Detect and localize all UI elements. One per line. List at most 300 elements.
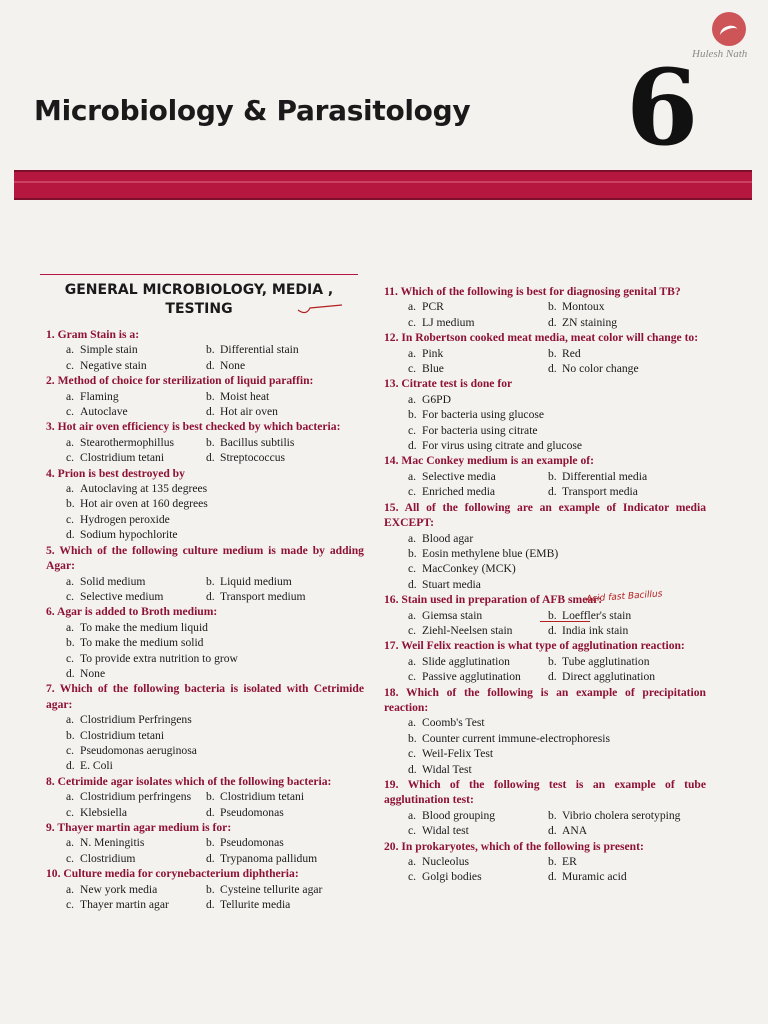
- question-text: [384, 777, 706, 808]
- question-text: [46, 774, 364, 789]
- option-letter: d.: [408, 762, 417, 776]
- answer-option: [548, 469, 706, 484]
- answer-option: [66, 389, 206, 404]
- option-text: Klebsiella: [80, 805, 128, 819]
- question-stem: Which of the following bacteria is isolated with Cetrimide agar:: [46, 682, 364, 711]
- answer-option: [408, 623, 548, 638]
- answer-option: [206, 835, 364, 850]
- answer-option: [408, 654, 548, 669]
- option-letter: d.: [548, 485, 557, 499]
- answer-option: [66, 635, 364, 650]
- option-text: Clostridium tetani: [80, 728, 165, 742]
- question-text: [384, 685, 706, 716]
- question-item: [384, 330, 706, 376]
- question-item: [384, 685, 706, 777]
- option-letter: d.: [408, 577, 417, 591]
- option-text: MacConkey (MCK): [422, 562, 516, 576]
- option-letter: d.: [548, 824, 557, 838]
- answer-option: [408, 561, 706, 576]
- option-letter: a.: [66, 435, 75, 449]
- option-text: Moist heat: [220, 389, 270, 403]
- question-text: [384, 839, 706, 854]
- option-letter: a.: [66, 713, 75, 727]
- answer-option: [408, 608, 548, 623]
- option-letter: a.: [408, 855, 417, 869]
- answer-option: [408, 361, 548, 376]
- answer-option: [408, 869, 548, 884]
- answer-option: [408, 746, 706, 761]
- question-number: 3.: [46, 420, 55, 434]
- option-text: Blue: [422, 362, 444, 376]
- answer-options: [384, 392, 706, 454]
- option-text: Eosin methylene blue (EMB): [422, 546, 559, 560]
- option-letter: c.: [66, 898, 75, 912]
- option-letter: b.: [206, 882, 215, 896]
- option-text: ER: [562, 855, 577, 869]
- option-text: Tellurite media: [220, 898, 291, 912]
- answer-options: [46, 342, 364, 373]
- option-letter: d.: [206, 898, 215, 912]
- option-text: Vibrio cholera serotyping: [562, 808, 681, 822]
- answer-option: [206, 574, 364, 589]
- option-text: Solid medium: [80, 574, 146, 588]
- answer-option: [548, 484, 706, 499]
- option-text: Flaming: [80, 389, 119, 403]
- answer-option: [408, 407, 706, 422]
- option-letter: c.: [66, 451, 75, 465]
- option-letter: a.: [66, 389, 75, 403]
- option-text: Nucleolus: [422, 855, 470, 869]
- section-top-rule: [40, 274, 358, 275]
- option-text: Clostridium perfringens: [80, 790, 192, 804]
- answer-options: [46, 789, 364, 820]
- option-text: To provide extra nutrition to grow: [80, 651, 238, 665]
- left-question-column: [46, 327, 364, 912]
- question-stem: Thayer martin agar medium is for:: [57, 821, 232, 834]
- option-letter: a.: [66, 790, 75, 804]
- option-text: Clostridium Perfringens: [80, 713, 192, 727]
- option-text: Cysteine tellurite agar: [220, 882, 323, 896]
- question-stem: In prokaryotes, which of the following is present:: [401, 839, 644, 853]
- question-stem: Citrate test is done for: [401, 377, 513, 391]
- option-text: For bacteria using citrate: [422, 423, 538, 437]
- option-text: Autoclave: [80, 405, 128, 419]
- question-stem: Which of the following is best for diagnosing genital TB?: [400, 285, 681, 298]
- option-text: Stearothermophillus: [80, 435, 175, 449]
- option-letter: b.: [206, 790, 215, 804]
- answer-option: [408, 392, 706, 407]
- option-text: Transport media: [562, 485, 638, 499]
- answer-options: [46, 835, 364, 866]
- answer-option: [66, 728, 364, 743]
- answer-option: [66, 712, 364, 727]
- answer-option: [408, 531, 706, 546]
- option-letter: d.: [548, 670, 557, 684]
- option-text: Ziehl-Neelsen stain: [422, 623, 513, 637]
- option-text: ANA: [562, 824, 588, 838]
- option-letter: b.: [548, 855, 557, 869]
- question-number: 8.: [46, 774, 55, 788]
- option-letter: b.: [408, 408, 417, 422]
- question-number: 20.: [384, 839, 399, 853]
- question-item: [46, 419, 364, 465]
- question-number: 10.: [46, 867, 61, 881]
- option-text: Differential media: [562, 469, 648, 483]
- option-text: Stuart media: [422, 577, 481, 591]
- question-text: [384, 376, 706, 391]
- answer-option: [548, 869, 706, 884]
- option-letter: d.: [548, 623, 557, 637]
- answer-option: [66, 589, 206, 604]
- question-text: [46, 820, 364, 835]
- option-text: Slide agglutination: [422, 654, 510, 668]
- option-letter: c.: [66, 651, 75, 665]
- option-text: To make the medium liquid: [80, 620, 208, 634]
- option-letter: c.: [66, 589, 75, 603]
- question-stem: Weil Felix reaction is what type of agglutination reaction:: [401, 639, 685, 653]
- option-text: Clostridium tetani: [80, 451, 165, 465]
- answer-option: [66, 851, 206, 866]
- question-stem: Method of choice for sterilization of liquid paraffin:: [57, 374, 314, 388]
- option-letter: d.: [206, 405, 215, 419]
- option-text: LJ medium: [422, 315, 475, 329]
- option-text: Pink: [422, 346, 444, 360]
- option-text: Sodium hypochlorite: [80, 528, 178, 542]
- option-letter: a.: [66, 836, 75, 850]
- question-text: [384, 500, 706, 531]
- option-text: Liquid medium: [220, 574, 292, 588]
- option-letter: c.: [66, 512, 75, 526]
- answer-option: [408, 484, 548, 499]
- option-text: No color change: [562, 362, 639, 376]
- option-letter: a.: [408, 531, 417, 545]
- answer-options: [46, 620, 364, 682]
- answer-option: [408, 346, 548, 361]
- option-letter: c.: [66, 805, 75, 819]
- option-text: Pseudomonas: [220, 836, 284, 850]
- answer-options: [384, 346, 706, 377]
- option-text: For bacteria using glucose: [422, 408, 545, 422]
- answer-option: [66, 496, 364, 511]
- answer-option: [66, 882, 206, 897]
- answer-options: [384, 608, 706, 639]
- answer-options: [384, 299, 706, 330]
- option-letter: b.: [66, 636, 75, 650]
- option-text: Weil-Felix Test: [422, 747, 494, 761]
- option-letter: a.: [408, 808, 417, 822]
- question-stem: Gram Stain is a:: [57, 328, 140, 341]
- section-title-line2: TESTING: [165, 301, 233, 317]
- option-letter: b.: [408, 731, 417, 745]
- answer-option: [206, 389, 364, 404]
- question-item: [384, 376, 706, 453]
- option-letter: d.: [206, 451, 215, 465]
- question-text: [46, 604, 364, 619]
- question-item: [46, 774, 364, 820]
- option-text: To make the medium solid: [80, 636, 204, 650]
- answer-options: [384, 715, 706, 777]
- option-text: Widal test: [422, 824, 469, 838]
- answer-option: [548, 808, 706, 823]
- option-text: None: [220, 358, 246, 372]
- question-item: [384, 453, 706, 499]
- question-item: [384, 777, 706, 839]
- option-letter: c.: [408, 870, 417, 884]
- option-letter: c.: [408, 485, 417, 499]
- option-letter: b.: [206, 435, 215, 449]
- answer-option: [66, 574, 206, 589]
- option-text: Widal Test: [422, 762, 472, 776]
- answer-option: [66, 789, 206, 804]
- option-letter: d.: [66, 666, 75, 680]
- option-text: Tube agglutination: [562, 654, 650, 668]
- option-letter: b.: [548, 469, 557, 483]
- answer-option: [408, 854, 548, 869]
- option-text: For virus using citrate and glucose: [422, 439, 583, 453]
- option-text: Streptococcus: [220, 451, 286, 465]
- answer-option: [548, 346, 706, 361]
- answer-option: [206, 589, 364, 604]
- option-text: Differential stain: [220, 343, 299, 357]
- question-text: [46, 681, 364, 712]
- publisher-logo-icon: [712, 12, 746, 46]
- answer-option: [548, 299, 706, 314]
- answer-option: [206, 404, 364, 419]
- option-letter: c.: [408, 824, 417, 838]
- option-letter: d.: [206, 805, 215, 819]
- question-number: 5.: [46, 543, 55, 557]
- question-text: [46, 327, 364, 342]
- question-stem: Which of the following culture medium is made by adding Agar:: [46, 543, 364, 573]
- option-letter: a.: [408, 300, 417, 314]
- pen-check-mark-icon: [296, 302, 344, 316]
- question-number: 19.: [384, 778, 399, 791]
- option-text: Clostridium: [80, 851, 136, 865]
- question-stem: All of the following are an example of Indicator media EXCEPT:: [384, 500, 706, 530]
- answer-option: [66, 805, 206, 820]
- option-text: Blood agar: [422, 531, 474, 545]
- option-letter: c.: [408, 747, 417, 761]
- option-letter: d.: [548, 362, 557, 376]
- option-letter: b.: [206, 574, 215, 588]
- option-text: Pseudomonas aeruginosa: [80, 743, 197, 757]
- answer-option: [548, 361, 706, 376]
- question-number: 17.: [384, 639, 399, 653]
- answer-option: [408, 669, 548, 684]
- option-letter: c.: [408, 623, 417, 637]
- question-stem: Cetrimide agar isolates which of the following bacteria:: [57, 774, 332, 788]
- option-text: E. Coli: [80, 759, 113, 773]
- question-text: [46, 466, 364, 481]
- question-text: [384, 638, 706, 653]
- answer-option: [66, 512, 364, 527]
- question-text: [46, 419, 364, 434]
- option-letter: a.: [66, 882, 75, 896]
- answer-option: [66, 835, 206, 850]
- option-letter: d.: [206, 851, 215, 865]
- option-letter: a.: [408, 346, 417, 360]
- option-text: Transport medium: [220, 589, 306, 603]
- chapter-title: Microbiology & Parasitology: [34, 94, 471, 127]
- chapter-number: 6: [626, 46, 699, 169]
- option-text: Giemsa stain: [422, 608, 483, 622]
- option-letter: a.: [66, 574, 75, 588]
- chapter-header-band: [14, 170, 752, 200]
- option-letter: c.: [408, 423, 417, 437]
- question-number: 1.: [46, 328, 55, 341]
- question-stem: Prion is best destroyed by: [57, 466, 185, 480]
- option-text: Loeffler's stain: [562, 608, 632, 622]
- answer-options: [46, 481, 364, 543]
- question-stem: Which of the following test is an example of tube agglutination test:: [384, 778, 706, 807]
- question-item: [46, 604, 364, 681]
- option-letter: d.: [408, 439, 417, 453]
- option-text: N. Meningitis: [80, 836, 145, 850]
- option-letter: a.: [408, 608, 417, 622]
- option-text: Direct agglutination: [562, 670, 656, 684]
- option-text: Montoux: [562, 300, 605, 314]
- option-letter: a.: [408, 716, 417, 730]
- answer-option: [66, 527, 364, 542]
- option-text: None: [80, 666, 106, 680]
- option-letter: b.: [548, 300, 557, 314]
- option-text: Golgi bodies: [422, 870, 482, 884]
- answer-option: [206, 342, 364, 357]
- option-letter: b.: [206, 343, 215, 357]
- question-item: [384, 638, 706, 684]
- answer-option: [66, 620, 364, 635]
- question-item: [46, 866, 364, 912]
- answer-option: [66, 481, 364, 496]
- answer-option: [66, 435, 206, 450]
- handwritten-annotation: Acid fast Bacillus: [585, 589, 663, 605]
- answer-option: [66, 358, 206, 373]
- question-number: 18.: [384, 685, 399, 699]
- question-number: 13.: [384, 377, 399, 391]
- option-text: Muramic acid: [562, 870, 627, 884]
- answer-options: [384, 531, 706, 593]
- question-item: [384, 839, 706, 885]
- answer-option: [206, 358, 364, 373]
- answer-options: [384, 808, 706, 839]
- answer-option: [408, 315, 548, 330]
- option-letter: a.: [66, 482, 75, 496]
- section-title-line1: GENERAL MICROBIOLOGY, MEDIA ,: [64, 282, 334, 298]
- option-letter: c.: [408, 315, 417, 329]
- answer-option: [548, 654, 706, 669]
- option-text: Bacillus subtilis: [220, 435, 295, 449]
- option-text: Coomb's Test: [422, 716, 485, 730]
- question-stem: Stain used in preparation of AFB smear:: [401, 593, 603, 607]
- option-text: Enriched media: [422, 485, 496, 499]
- option-text: Hot air oven: [220, 405, 278, 419]
- author-name: Hulesh Nath: [692, 48, 748, 60]
- option-letter: d.: [548, 315, 557, 329]
- option-letter: d.: [66, 528, 75, 542]
- answer-option: [206, 789, 364, 804]
- question-number: 12.: [384, 331, 399, 345]
- answer-option: [408, 469, 548, 484]
- question-text: [384, 284, 706, 299]
- option-letter: b.: [66, 497, 75, 511]
- question-item: [384, 284, 706, 330]
- answer-options: [384, 469, 706, 500]
- question-item: [384, 500, 706, 592]
- question-number: 6.: [46, 605, 55, 619]
- question-stem: Hot air oven efficiency is best checked by which bacteria:: [57, 420, 341, 434]
- question-stem: Which of the following is an example of precipitation reaction:: [384, 685, 706, 714]
- option-letter: b.: [206, 836, 215, 850]
- answer-option: [548, 823, 706, 838]
- answer-option: [408, 299, 548, 314]
- answer-option: [206, 805, 364, 820]
- answer-option: [408, 715, 706, 730]
- option-letter: a.: [408, 654, 417, 668]
- answer-option: [66, 651, 364, 666]
- question-stem: Agar is added to Broth medium:: [56, 605, 218, 619]
- option-text: Selective medium: [80, 589, 164, 603]
- question-item: [46, 327, 364, 373]
- option-text: Clostridium tetani: [220, 790, 305, 804]
- question-number: 14.: [384, 454, 399, 468]
- question-number: 9.: [46, 821, 55, 834]
- option-letter: d.: [548, 870, 557, 884]
- question-text: [384, 330, 706, 345]
- answer-option: [548, 854, 706, 869]
- option-text: Negative stain: [80, 358, 147, 372]
- answer-option: [408, 762, 706, 777]
- option-text: Pseudomonas: [220, 805, 284, 819]
- option-letter: a.: [66, 343, 75, 357]
- option-text: New york media: [80, 882, 158, 896]
- answer-option: [66, 404, 206, 419]
- option-letter: a.: [408, 469, 417, 483]
- option-letter: a.: [66, 620, 75, 634]
- option-letter: c.: [66, 851, 75, 865]
- question-item: [46, 466, 364, 543]
- answer-options: [46, 435, 364, 466]
- option-text: Blood grouping: [422, 808, 496, 822]
- answer-options: [384, 654, 706, 685]
- option-text: Thayer martin agar: [80, 898, 169, 912]
- option-letter: c.: [408, 562, 417, 576]
- answer-option: [206, 435, 364, 450]
- option-text: Autoclaving at 135 degrees: [80, 482, 208, 496]
- option-letter: d.: [66, 759, 75, 773]
- answer-option: [66, 342, 206, 357]
- answer-option: [66, 897, 206, 912]
- option-letter: b.: [66, 728, 75, 742]
- answer-option: [66, 450, 206, 465]
- option-text: Hydrogen peroxide: [80, 512, 170, 526]
- question-stem: Mac Conkey medium is an example of:: [401, 454, 594, 468]
- answer-option: [206, 450, 364, 465]
- right-question-column: [384, 284, 706, 885]
- answer-option: [66, 666, 364, 681]
- question-text: [46, 866, 364, 881]
- answer-options: [46, 389, 364, 420]
- option-letter: c.: [408, 670, 417, 684]
- option-text: G6PD: [422, 392, 451, 406]
- option-text: India ink stain: [562, 623, 629, 637]
- option-letter: b.: [548, 608, 557, 622]
- option-letter: d.: [206, 589, 215, 603]
- option-letter: b.: [548, 346, 557, 360]
- option-letter: b.: [408, 546, 417, 560]
- question-number: 11.: [384, 285, 398, 298]
- answer-options: [46, 882, 364, 913]
- answer-option: [548, 315, 706, 330]
